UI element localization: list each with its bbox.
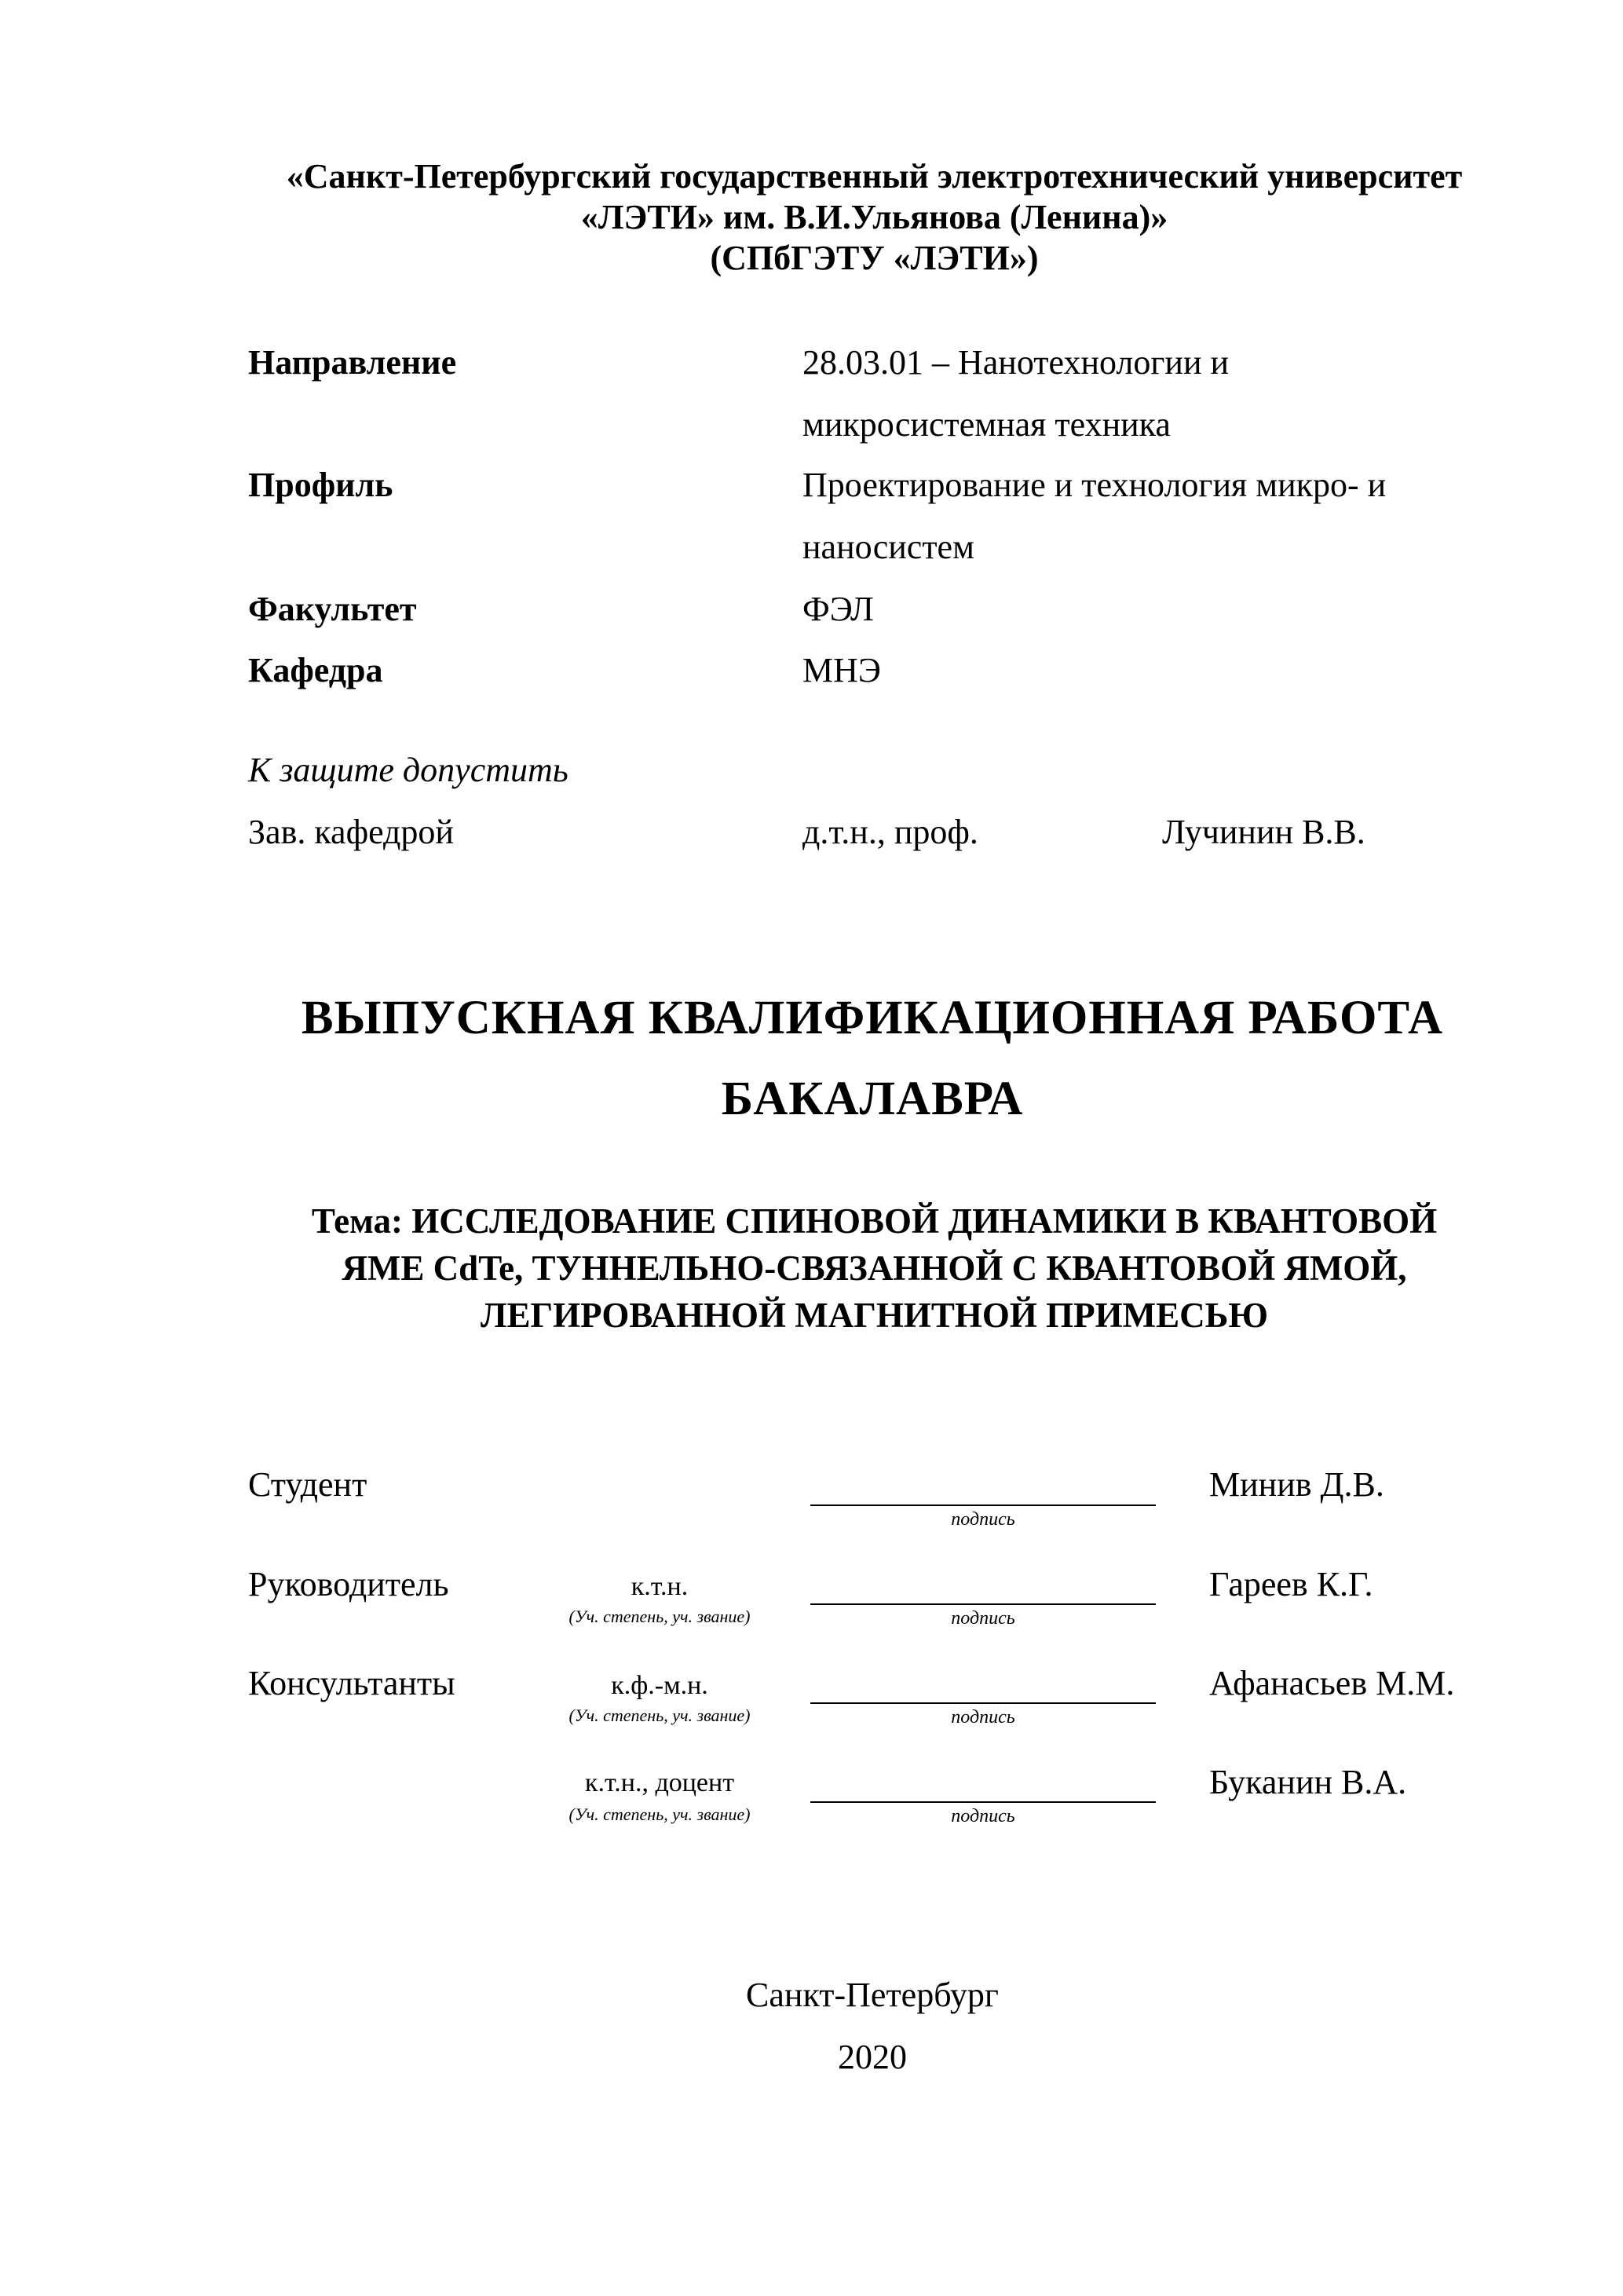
student-role: Студент [248, 1465, 367, 1504]
supervisor-role: Руководитель [248, 1565, 449, 1603]
consultant-2-name: Буканин В.А. [1209, 1763, 1407, 1801]
supervisor-degree-hint: (Уч. степень, уч. звание) [568, 1607, 751, 1626]
theme-line-3: ЛЕГИРОВАННОЙ МАГНИТНОЙ ПРИМЕСЬЮ [480, 1296, 1269, 1335]
direction-value-line-2: микросистемная техника [802, 405, 1171, 444]
theme-line-1: Тема: ИССЛЕДОВАНИЕ СПИНОВОЙ ДИНАМИКИ В КВАНТОВОЙ [311, 1201, 1438, 1241]
supervisor-signature-line [810, 1603, 1156, 1605]
consultant-1-name: Афанасьев М.М. [1209, 1664, 1455, 1702]
year: 2020 [838, 2038, 907, 2076]
document-title-line-1: ВЫПУСКНАЯ КВАЛИФИКАЦИОННАЯ РАБОТА [301, 992, 1444, 1044]
university-name-line-1: «Санкт-Петербургский государственный электротехнический университет [286, 157, 1463, 196]
consultant-2-degree: к.т.н., доцент [584, 1768, 735, 1797]
head-of-department-label: Зав. кафедрой [248, 813, 454, 851]
consultant-1-signature-hint: подпись [951, 1707, 1015, 1727]
city: Санкт-Петербург [746, 1976, 999, 2014]
direction-value-line-1: 28.03.01 – Нанотехнологии и [802, 343, 1230, 382]
consultant-2-signature-line [810, 1801, 1156, 1803]
university-abbreviation: (СПбГЭТУ «ЛЭТИ») [710, 239, 1039, 277]
head-of-department-name: Лучинин В.В. [1162, 813, 1365, 851]
consultant-1-degree-hint: (Уч. степень, уч. звание) [568, 1706, 751, 1725]
direction-label: Направление [248, 343, 457, 382]
consultant-1-degree: к.ф.-м.н. [611, 1671, 708, 1700]
theme-line-2: ЯМЕ CdTe, ТУННЕЛЬНО-СВЯЗАННОЙ С КВАНТОВОЙ ЯМОЙ, [342, 1249, 1407, 1288]
university-name-line-2: «ЛЭТИ» им. В.И.Ульянова (Ленина)» [580, 198, 1168, 236]
supervisor-name: Гареев К.Г. [1209, 1565, 1373, 1603]
head-of-department-degree: д.т.н., проф. [802, 813, 978, 851]
consultant-2-degree-hint: (Уч. степень, уч. звание) [568, 1804, 751, 1824]
consultants-role: Консультанты [248, 1664, 455, 1702]
profile-value-line-1: Проектирование и технология микро- и [802, 466, 1387, 504]
student-signature-hint: подпись [951, 1509, 1015, 1530]
department-label: Кафедра [248, 651, 383, 689]
faculty-label: Факультет [248, 590, 417, 628]
student-name: Минив Д.В. [1209, 1465, 1384, 1504]
faculty-value: ФЭЛ [802, 590, 874, 628]
supervisor-degree: к.т.н. [631, 1572, 689, 1601]
student-signature-line [810, 1504, 1156, 1506]
document-title-line-2: БАКАЛАВРА [721, 1073, 1024, 1125]
profile-label: Профиль [248, 466, 393, 504]
consultant-2-signature-hint: подпись [951, 1806, 1015, 1826]
profile-value-line-2: наносистем [802, 528, 974, 566]
admit-to-defense: К защите допустить [248, 751, 568, 789]
supervisor-signature-hint: подпись [951, 1608, 1015, 1629]
department-value: МНЭ [802, 651, 881, 689]
consultant-1-signature-line [810, 1702, 1156, 1704]
